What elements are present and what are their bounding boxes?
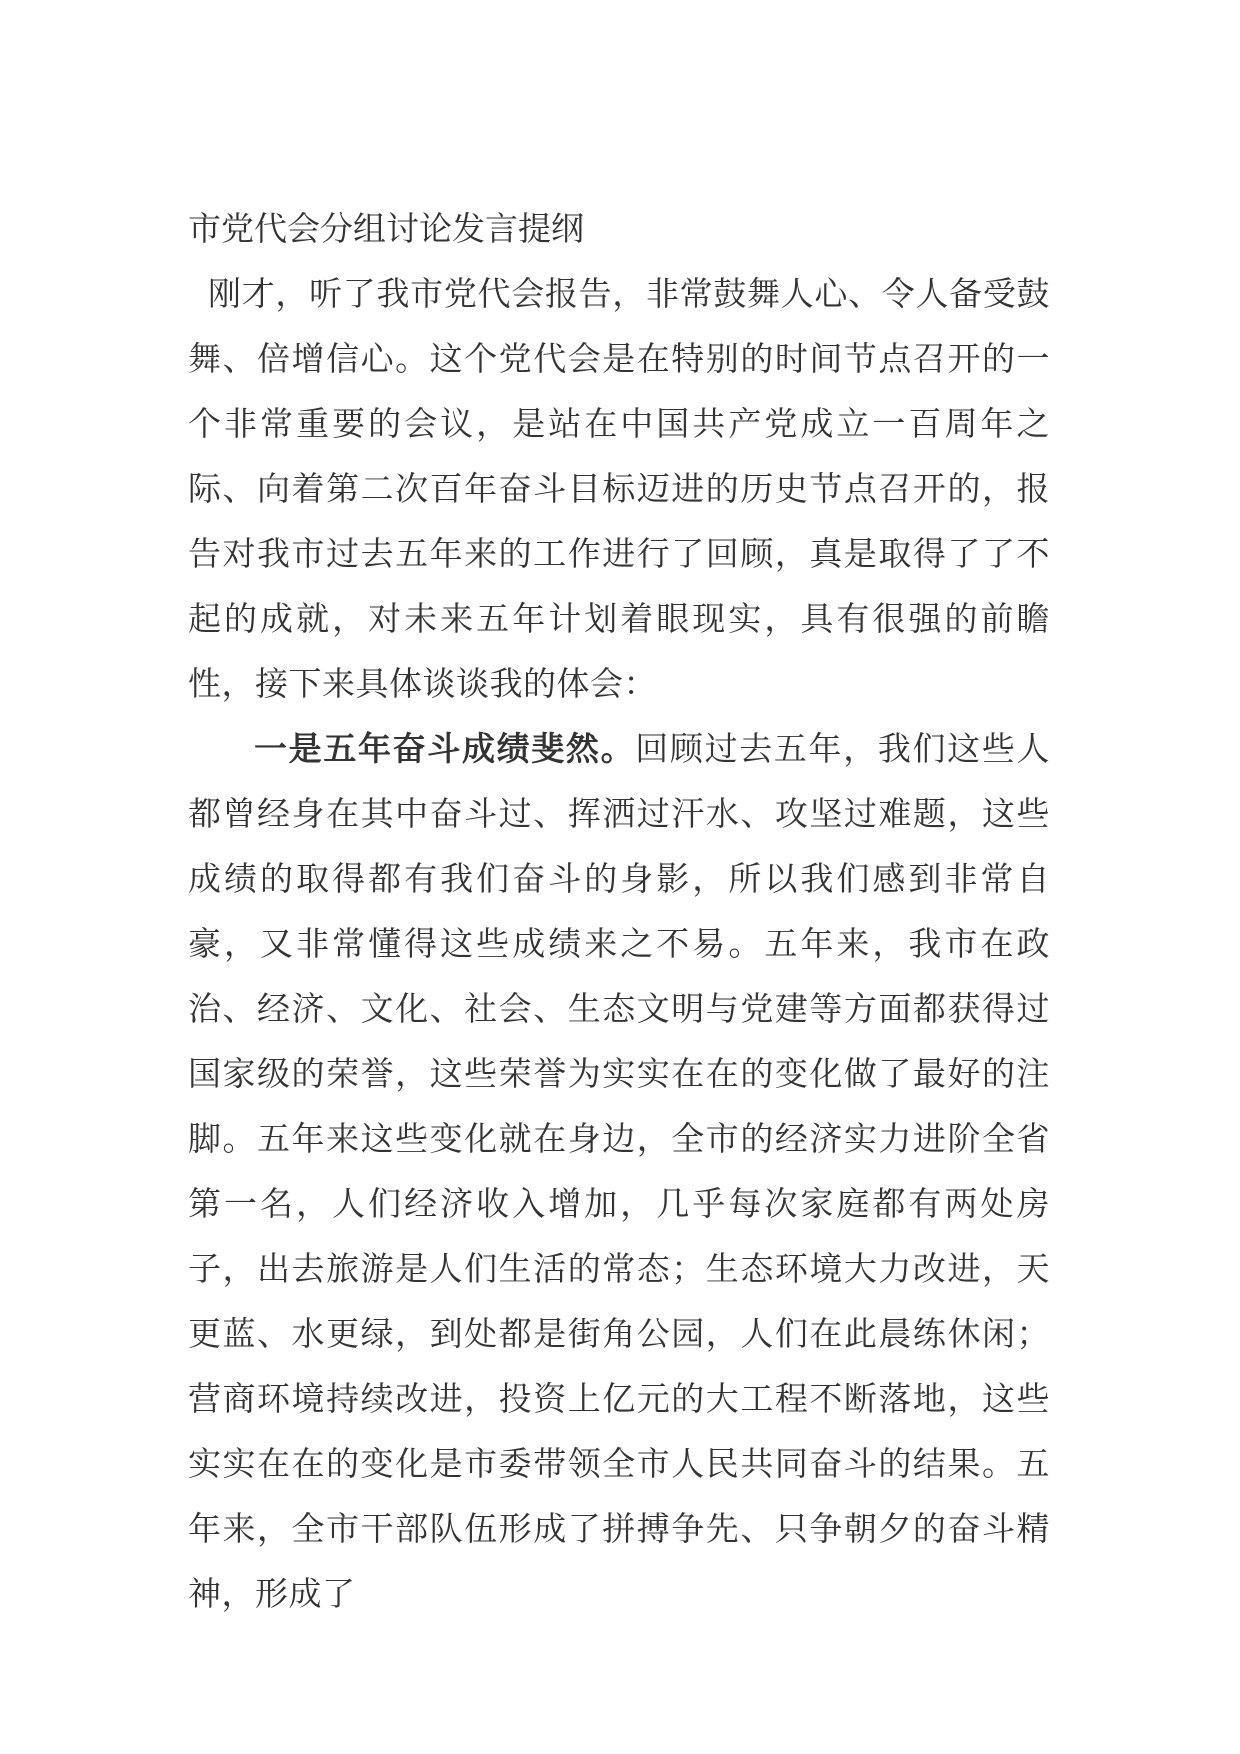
section-one-lead: 一是五年奋斗成绩斐然。 [254,729,636,768]
document-body [188,196,1050,1626]
intro-paragraph: 刚才，听了我市党代会报告，非常鼓舞人心、令人备受鼓舞、倍增信心。这个党代会是在特别的时间节点召开的一个非常重要的会议，是站在中国共产党成立一百周年之际、向着第二次百年奋斗目标迈进的历史节点召开的，报告对我市过去五年来的工作进行了回顾，真是取得了了不起的成就，对未来五年计划着眼现实，具有很强的前瞻性，接下来具体谈谈我的体会： [188,274,1050,703]
section-one-paragraph [188,716,1050,1626]
document-title: 市党代会分组讨论发言提纲 [188,209,584,248]
section-one-body: 回顾过去五年，我们这些人都曾经身在其中奋斗过、挥洒过汗水、攻坚过难题，这些成绩的取得都有我们奋斗的身影，所以我们感到非常自豪，又非常懂得这些成绩来之不易。五年来，我市在政治、经济、文化、社会、生态文明与党建等方面都获得过国家级的荣誉，这些荣誉为实实在在的变化做了最好的注脚。五年来这些变化就在身边，全市的经济实力进阶全省第一名，人们经济收入增加，几乎每次家庭都有两处房子，出去旅游是人们生活的常态；生态环境大力改进，天更蓝、水更绿，到处都是街角公园，人们在此晨练休闲；营商环境持续改进，投资上亿元的大工程不断落地，这些实实在在的变化是市委带领全市人民共同奋斗的结果。五年来，全市干部队伍形成了拼搏争先、只争朝夕的奋斗精神，形成了 [188,729,1051,1613]
